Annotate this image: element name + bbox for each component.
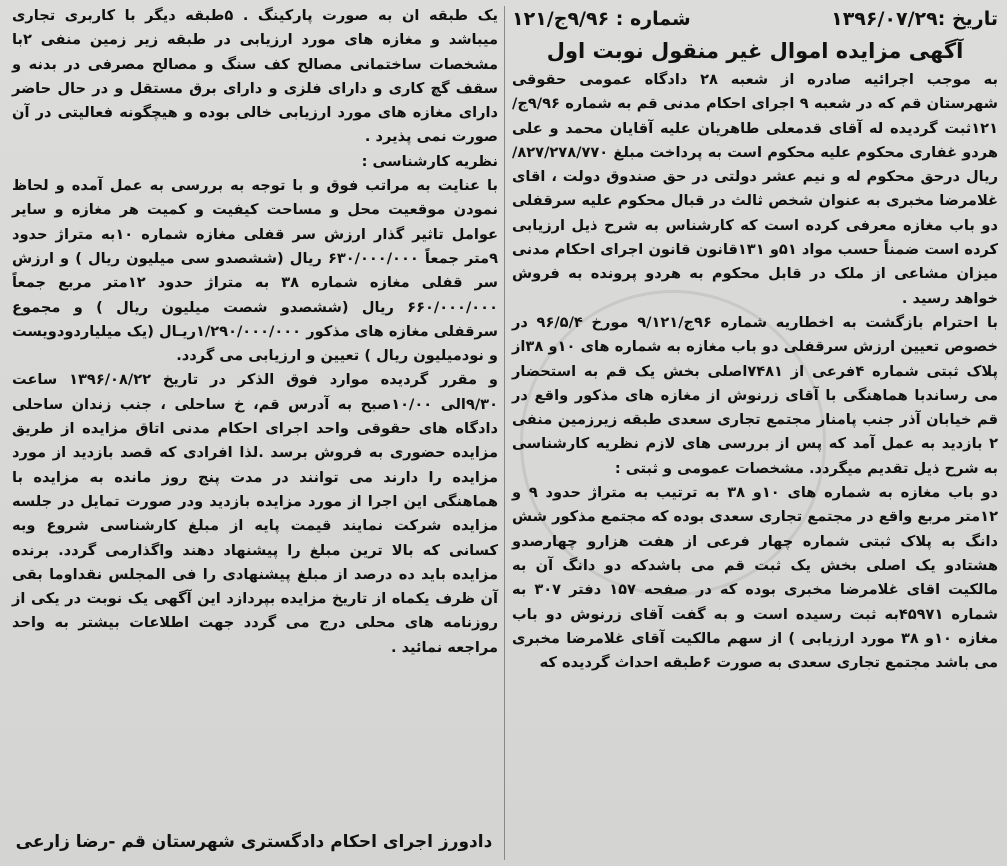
paragraph-valuation: با عنایت به مراتب فوق و با توجه به بررسی به عمل آمده و لحاظ نمودن موقعیت محل و مساحت کیفیت و کمیت هر مغازه و سایر عوامل تاثیر گذار ارزش سر قفلی مغازه شماره ۱۰به متراژ حدود ۹متر جمعاً ۶۳۰/۰۰۰/۰۰۰ ریال (ششصدو سی میلیون ریال ) و ارزش سر قفلی مغازه شماره ۳۸ به متراژ حدود ۱۲متر مربع جمعاً ۶۶۰/۰۰۰/۰۰۰ ریال (ششصدو شصت میلیون ریال ) و مجموع سرقفلی مغازه های مذکور ۱/۲۹۰/۰۰۰/۰۰۰ریـال (یک میلیاردودویست و نودمیلیون ریال ) تعیین و ارزیابی می گردد. xyxy=(12,177,499,365)
expert-opinion-heading: نظریه کارشناسی : xyxy=(361,152,498,170)
column-divider xyxy=(504,6,505,860)
signature-line: دادورز اجرای احکام دادگستری شهرستان قم -رضا زارعی xyxy=(15,831,493,852)
paragraph-referral: با احترام بازگشت به اخطاریه شماره ۹۶ج/۹/۱۲۱ مورخ ۹۶/۵/۴ در خصوص تعیین ارزش سرقفلی دو باب مغازه به شماره های ۱۰و ۳۸از پلاک ثبتی شماره ۴فرعی از ۷۴۸۱اصلی بخش یک قم به استحضار می رساندبا هماهنگی با آقای زرنوش از مغازه های مذکور واقع در قم خیابان آذر جنب پامنار مجتمع تجاری سعدی طبقه زیرزمین منفی ۲ بازدید به عمل آمد که پس از بررسی های لازم نظریه کارشناسی به شرح ذیل تقدیم میگردد. مشخصات عمومی و ثبتی : xyxy=(512,313,999,477)
left-column xyxy=(8,4,500,862)
notice-date: تاریخ :۱۳۹۶/۰۷/۲۹ xyxy=(831,8,998,30)
right-column xyxy=(510,4,1002,862)
notice-title: آگهی مزایده اموال غیر منقول نوبت اول xyxy=(546,39,964,63)
header-row xyxy=(512,4,998,34)
paragraph-intro: به موجب اجرائیه صادره از شعبه ۲۸ دادگاه عمومی حقوقی شهرستان قم که در شعبه ۹ اجرای احکام مدنی قم به شماره ۹/۹۶ج/۱۲۱ثبت گردیده له آقای قدمعلی طاهریان علیه آقایان محمد و علی هردو غفاری محکوم علیه محکوم است به پرداخت مبلغ ۸۲۷/۲۷۸/۷۷۰/ریال درحق محکوم له و نیم عشر دولتی در حق صندوق دولت ، اقای غلامرضا مخبری به عنوان شخص ثالث در قبال محکوم علیه سرقفلی دو باب مغازه معرفی کرده است که کارشناس به شرح ذیل ارزیابی کرده است ضمناً حسب مواد ۵۱و ۱۳۱قانون قانون اجرای احکام مدنی میزان مشاعی از ملک در قابل محکوم به هردو پرونده به فروش خواهد رسید . xyxy=(512,71,998,307)
paragraph-building: یک طبقه ان به صورت پارکینگ . ۵طبقه دیگر با کاربری تجاری میباشد و مغازه های مورد ارزیابی در طبقه زیر زمین منفی ۲با مشخصات ساختمانی مصالح کف سنگ و مصالح مصرفی در بدنه و سقف گچ کاری و دارای فلزی و دارای برق مستقل و در حال حاضر دارای مغازه های مورد ارزیابی خالی بوده و هیچگونه فعالیتی در آن صورت نمی پذیرد . xyxy=(12,7,498,146)
notice-number: شماره : ۹/۹۶ج/۱۲۱ xyxy=(512,8,691,30)
paragraph-specifications: دو باب مغازه به شماره های ۱۰و ۳۸ به ترتیب به متراژ حدود ۹ و ۱۲متر مربع واقع در مجتمع تجاری سعدی بوده که مجتمع مذکور شش دانگ به پلاک ثبتی شماره چهار فرعی از هفت هزارو چهارصدو هشتادو یک اصلی بخش یک ثبت قم می باشدکه دو دانگ آن به مالکیت اقای غلامرضا مخبری بوده که در صفحه ۱۵۷ دفتر ۳۰۷ به شماره ۴۵۹۷۱به ثبت رسیده است و به گفت آقای زرنوش دو باب مغازه ۱۰و ۳۸ مورد ارزیابی ) از سهم مالکیت آقای غلامرضا مخبری می باشد مجتمع تجاری سعدی به صورت ۶طبقه احداث گردیده که xyxy=(512,484,999,672)
paragraph-auction-terms: و مقرر گردیده موارد فوق الذکر در تاریخ ۱۳۹۶/۰۸/۲۲ ساعت ۹/۳۰الی ۱۰/۰۰صبح به آدرس قم، خ ساحلی ، جنب زندان ساحلی دادگاه های حقوقی واحد اجرای احکام مدنی اتاق مزایده از طریق مزایده حضوری به فروش برسد .لذا افرادی که قصد بازدید از مورد مزایده را دارند می توانند در مدت پنج روز مانده به مزایده با هماهنگی این اجرا از مورد مزایده بازدید ودر صورت تمایل در جلسه مزایده شرکت نمایند قیمت پایه از مبلغ کارشناسی شروع وبه کسانی که بالا ترین مبلغ را پیشنهاد دهند واگذارمی گردد. برنده مزایده باید ده درصد از مبلغ پیشنهادی را فی المجلس نقداوما بقی آن ظرف یکماه از تاریخ مزایده بپردازد این آگهی یک نوبت در یکی از روزنامه های محلی درج می گردد جهت اطلاعات بیشتر به واحد مراجعه نمائید . xyxy=(12,371,498,656)
